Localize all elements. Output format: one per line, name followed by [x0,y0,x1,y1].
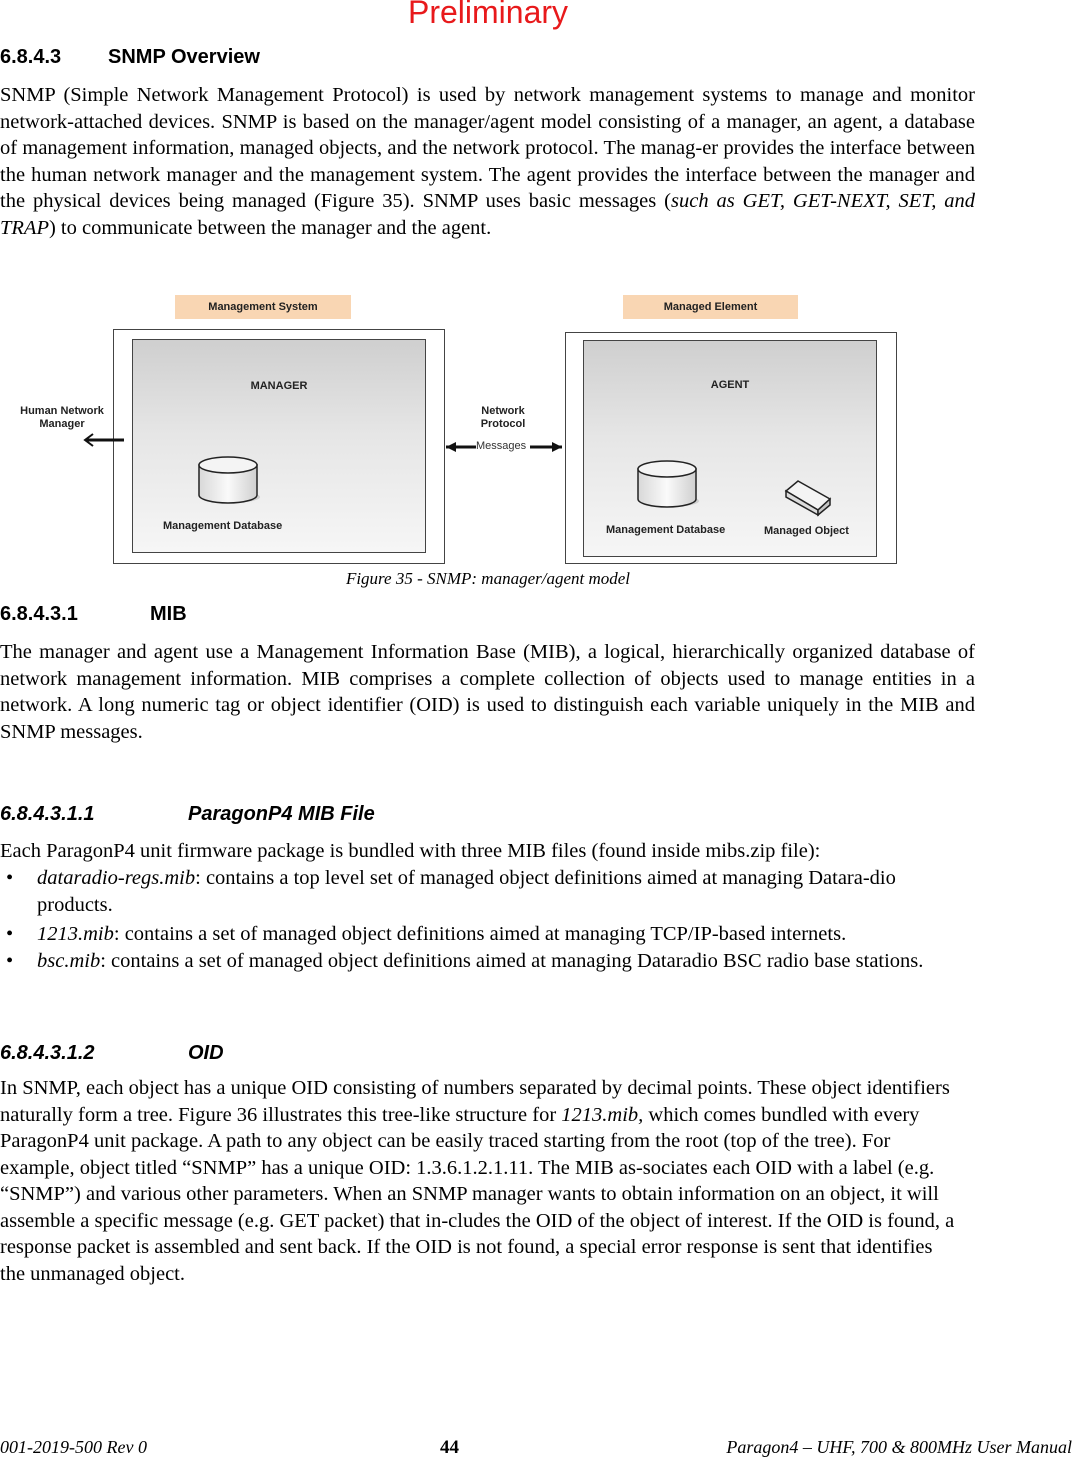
mib-file-name-italic: 1213.mib, [561,1103,644,1126]
paragraph-text-end: ) to communicate between the manager and the agent. [48,216,492,239]
bullet-icon: • [6,950,14,972]
human-network-manager-label [14,405,110,431]
figure-35-diagram [0,290,976,570]
mib-file-name: 1213.mib [37,923,114,945]
snmp-overview-paragraph [0,82,975,241]
mib-file-description: : contains a top level set of managed object definitions aimed at managing Datara-dio products. [37,867,896,916]
network-protocol-label [458,405,548,431]
list-item [0,921,975,948]
managed-element-tag: Managed Element [623,295,798,319]
database-icon [636,459,700,509]
section-title: OID [188,1042,224,1064]
human-network-manager-line2: Manager [39,418,85,430]
agent-database-label: Management Database [606,524,726,536]
database-icon [197,455,261,505]
mib-paragraph: The manager and agent use a Management Information Base (MIB), a logical, hierarchically organized database of network management information. MIB comprises a complete collection of objects used to manage entities in a network. A long numeric tag or object identifier (OID) is used to distinguish each variable uniquely in the MIB and SNMP messages. [0,641,975,743]
agent-label: AGENT [710,379,750,391]
section-title: SNMP Overview [108,46,260,68]
manager-database-label: Management Database [163,520,283,532]
list-item [0,865,975,919]
section-title: MIB [150,603,187,625]
mib-file-description: : contains a set of managed object definitions aimed at managing Dataradio BSC radio base stations. [100,950,924,972]
network-protocol-line1: Network [481,405,525,417]
paragraph-text: SNMP (Simple Network Management Protocol) is used by network management systems to manage and monitor network-attached devices. SNMP is based on the manager/agent model consisting of a manager, an agent, a database of management information, managed objects, and the network protocol. The manag-er provides the interface between the human network manager and the management system. The agent provides the interface between the manager and the physical devices being managed (Figure 35). SNMP uses basic messages ( [0,84,975,212]
section-number: 6.8.4.3.1.1 [0,803,95,825]
managed-object-label: Managed Object [764,525,849,537]
paragraph-text: In SNMP, each object has a unique OID consisting of numbers separated by decimal points. These object identifiers naturally form a tree. Figure 36 illustrates this tree-like structure for [0,1077,950,1126]
preliminary-watermark: Preliminary [407,0,569,30]
management-system-box [113,329,445,564]
managed-element-box [565,332,897,564]
paragraph-text-end: which comes bundled with every ParagonP4 unit package. A path to any object can be easily traced starting from the root (top of the tree). For example, object titled “SNMP” has a unique OID: 1.3.6.1.2.1.11. The MIB as-sociates each OID with a label (e.g. “SNMP”) and various other parameters. When an SNMP manager wants to obtain information on an object, it will assemble a specific message (e.g. GET packet) that in-cludes the OID of the object of interest. If the OID is found, a response packet is assembled and sent back. If the OID is not found, a special error response is sent that identifies the unmanaged object. [0,1103,955,1285]
messages-label: Messages [476,440,527,452]
footer-doc-number: 001-2019-500 Rev 0 [0,1437,147,1457]
message-types-italic: such as GET, GET-NEXT, SET, and TRAP [0,190,975,239]
mib-file-name: dataradio-regs.mib [37,867,196,889]
agent-box [583,340,877,557]
mib-file-description: : contains a set of managed object definitions aimed at managing TCP/IP-based internets. [113,923,847,945]
section-number: 6.8.4.3.1.2 [0,1042,95,1064]
section-number: 6.8.4.3.1 [0,603,78,625]
left-arrow-icon [82,433,126,452]
figure-35-caption: Figure 35 - SNMP: manager/agent model [345,569,631,588]
section-heading-6843 [0,46,260,69]
manager-box [132,339,426,553]
bullet-icon: • [6,923,14,945]
footer-page-number: 44 [440,1437,459,1458]
human-network-manager-line1: Human Network [20,405,104,417]
mib-file-intro: Each ParagonP4 unit firmware package is bundled with three MIB files (found inside mibs.zip file): [0,840,821,862]
mib-file-name: bsc.mib [37,950,101,972]
management-system-tag: Management System [175,295,351,319]
oid-paragraph [0,1075,962,1287]
bullet-icon: • [6,867,14,889]
footer-manual-title: Paragon4 – UHF, 700 & 800MHz User Manual [726,1437,1072,1457]
network-protocol-line2: Protocol [480,418,526,430]
section-title: ParagonP4 MIB File [188,803,375,825]
manager-label: MANAGER [250,380,308,392]
managed-object-icon [782,477,834,517]
section-heading-684312 [0,1042,224,1065]
section-number: 6.8.4.3 [0,46,62,68]
section-heading-684311 [0,803,375,826]
section-heading-68431 [0,603,187,626]
list-item [0,948,975,1002]
